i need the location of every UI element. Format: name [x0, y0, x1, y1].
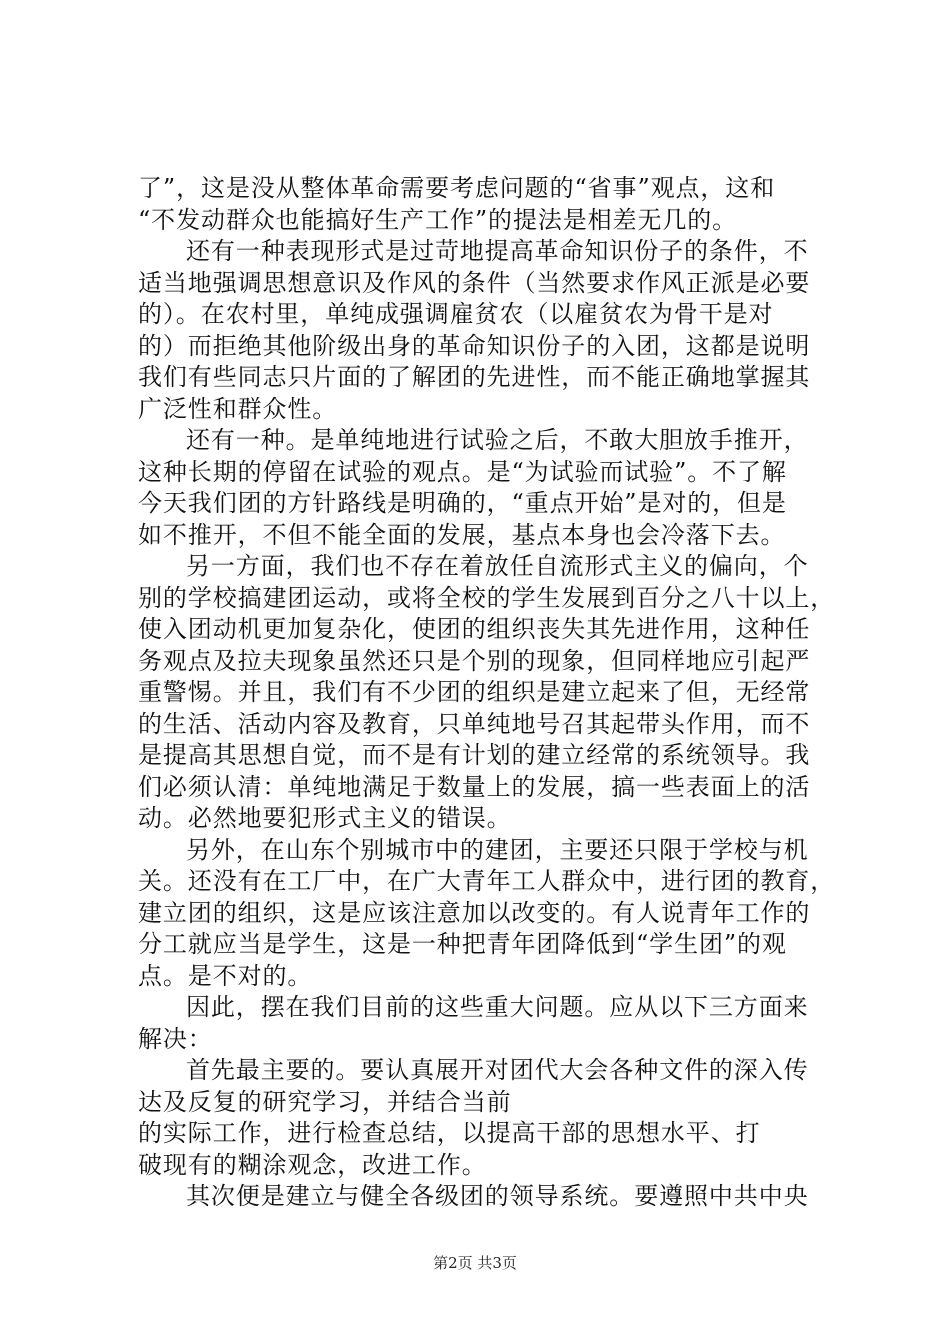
text-line: 的实际工作，进行检查总结，以提高干部的思想水平、打	[138, 1119, 761, 1147]
text-line: 另一方面，我们也不存在着放任自流形式主义的偏向，个	[186, 552, 809, 580]
text-line: 解决：	[138, 1024, 213, 1053]
text-line: “不发动群众也能搞好生产工作”的提法是相差无几的。	[138, 205, 738, 234]
text-line: 们必须认清：单纯地满足于数量上的发展，搞一些表面上的活	[138, 772, 811, 801]
text-line: 了”，这是没从整体革命需要考虑问题的“省事”观点，这和	[138, 174, 776, 202]
text-line: 重警惕。并且，我们有不少团的组织是建立起来了但，无经常	[138, 678, 811, 706]
text-line: 分工就应当是学生，这是一种把青年团降低到“学生团”的观	[138, 930, 787, 958]
text-line: 的）而拒绝其他阶级出身的革命知识份子的入团，这都是说明	[138, 331, 811, 360]
text-line: 另外，在山东个别城市中的建团，主要还只限于学校与机	[186, 835, 809, 864]
text-line: 这种长期的停留在试验的观点。是“为试验而试验”。不了解	[138, 457, 787, 486]
document-body	[138, 173, 838, 1213]
text-line: 因此，摆在我们目前的这些重大问题。应从以下三方面来	[186, 993, 809, 1021]
text-line: 建立团的组织，这是应该注意加以改变的。有人说青年工作的	[138, 898, 811, 927]
text-line: 关。还没有在工厂中，在广大青年工人群众中，进行团的教育，	[138, 867, 836, 895]
text-line: 的）。在农村里，单纯成强调雇贫农（以雇贫农为骨干是对	[138, 300, 774, 328]
text-line: 务观点及拉夫现象虽然还只是个别的现象，但同样地应引起严	[138, 646, 811, 675]
text-line: 达及反复的研究学习，并结合当前	[138, 1087, 512, 1116]
text-line: 的生活、活动内容及教育，只单纯地号召其起带头作用，而不	[138, 709, 811, 738]
text-line: 点。是不对的。	[138, 961, 313, 990]
text-line: 其次便是建立与健全各级团的领导系统。要遵照中共中央	[186, 1182, 809, 1210]
text-line: 还有一种。是单纯地进行试验之后，不敢大胆放手推开，	[186, 426, 809, 454]
text-line: 首先最主要的。要认真展开对团代大会各种文件的深入传	[186, 1056, 809, 1084]
text-line: 我们有些同志只片面的了解团的先进性，而不能正确地掌握其	[138, 363, 811, 391]
text-line: 如不推开，不但不能全面的发展，基点本身也会冷落下去。	[138, 520, 786, 549]
text-line: 还有一种表现形式是过苛地提高革命知识份子的条件，不	[186, 237, 809, 265]
text-line: 别的学校搞建团运动，或将全校的学生发展到百分之八十以上，	[138, 583, 836, 612]
text-line: 今天我们团的方针路线是明确的，“重点开始”是对的，但是	[138, 489, 787, 517]
text-line: 适当地强调思想意识及作风的条件（当然要求作风正派是必要	[138, 268, 811, 297]
page-footer: 第2页 共3页	[433, 1254, 517, 1272]
text-line: 动。必然地要犯形式主义的错误。	[138, 804, 512, 832]
text-line: 是提高其思想自觉，而不是有计划的建立经常的系统领导。我	[138, 741, 811, 769]
text-line: 破现有的糊涂观念，改进工作。	[138, 1150, 487, 1179]
text-line: 广泛性和群众性。	[138, 394, 338, 423]
text-line: 使入团动机更加复杂化，使团的组织丧失其先进作用，这种任	[138, 615, 811, 643]
